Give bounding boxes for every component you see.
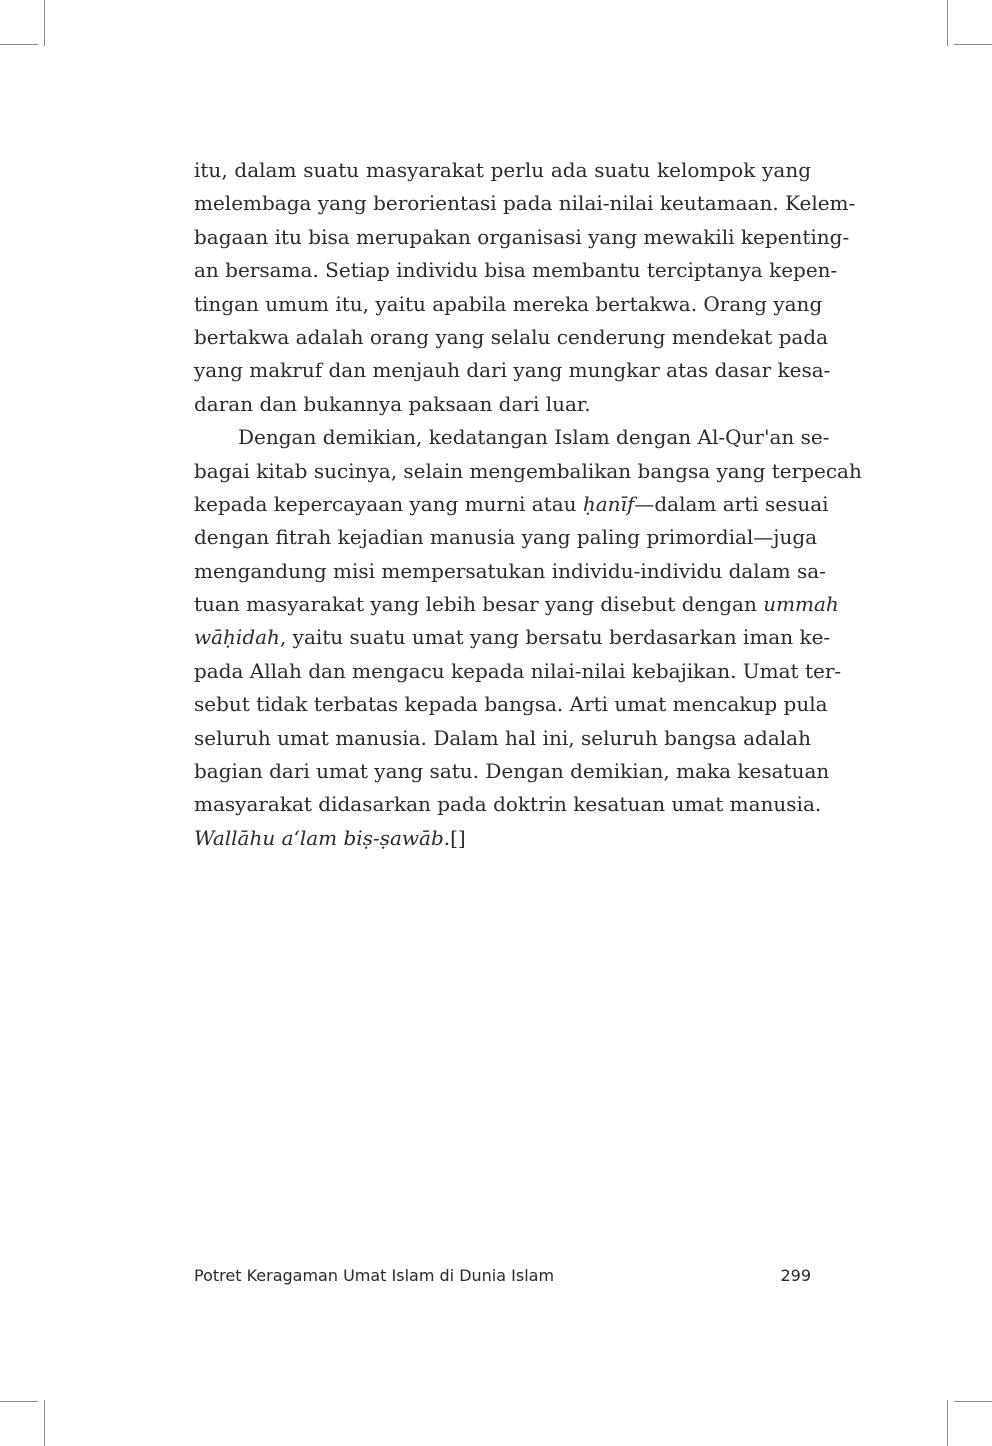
- text-line: [194, 621, 831, 654]
- text-line: sebut tidak terbatas kepada bangsa. Arti umat mencakup pula: [194, 692, 828, 717]
- crop-mark-top-left-horizontal: [0, 44, 38, 45]
- text-line: tingan umum itu, yaitu apabila mereka bertakwa. Orang yang: [194, 291, 823, 316]
- paragraph-1: [194, 154, 856, 421]
- paragraph-2: [194, 421, 862, 855]
- text-line: seluruh umat manusia. Dalam hal ini, seluruh bangsa adalah: [194, 725, 811, 750]
- crop-mark-top-right-horizontal: [954, 44, 992, 45]
- text-line: bagian dari umat yang satu. Dengan demikian, maka kesatuan: [194, 759, 830, 784]
- running-footer-title: Potret Keragaman Umat Islam di Dunia Islam: [194, 1266, 555, 1285]
- end-mark: []: [450, 825, 466, 850]
- crop-mark-bottom-left-vertical: [44, 1400, 45, 1446]
- page-footer: [194, 1266, 811, 1292]
- crop-mark-top-left-vertical: [44, 0, 45, 46]
- text-line: melembaga yang berorientasi pada nilai-nilai keutamaan. Kelem-: [194, 191, 856, 216]
- text-line: pada Allah dan mengacu kepada nilai-nilai kebajikan. Umat ter-: [194, 658, 842, 683]
- text-line: mengandung misi mempersatukan individu-individu dalam sa-: [194, 558, 826, 583]
- body-text: [194, 154, 862, 855]
- text-run: kepada kepercayaan yang murni atau: [194, 491, 583, 516]
- text-line: yang makruf dan menjauh dari yang mungkar atas dasar kesa-: [194, 358, 831, 383]
- italic-term-ummah: ummah: [763, 592, 839, 617]
- text-line: daran dan bukannya paksaan dari luar.: [194, 391, 591, 416]
- text-line: dengan fitrah kejadian manusia yang paling primordial—juga: [194, 525, 818, 550]
- page-number: 299: [780, 1266, 811, 1285]
- crop-mark-bottom-right-vertical: [947, 1400, 948, 1446]
- text-line: [194, 588, 839, 621]
- text-line: Dengan demikian, kedatangan Islam dengan Al-Qur'an se-: [238, 425, 830, 450]
- italic-closing-phrase: Wallāhu a‘lam biṣ-ṣawāb.: [194, 825, 451, 850]
- italic-term-wahidah: wāḥidah: [194, 625, 280, 650]
- text-run: —dalam arti sesuai: [634, 491, 829, 516]
- crop-mark-bottom-left-horizontal: [0, 1401, 38, 1402]
- crop-mark-top-right-vertical: [947, 0, 948, 46]
- crop-mark-bottom-right-horizontal: [954, 1401, 992, 1402]
- text-line: an bersama. Setiap individu bisa membantu terciptanya kepen-: [194, 258, 838, 283]
- text-line: bertakwa adalah orang yang selalu cenderung mendekat pada: [194, 324, 829, 349]
- text-line: bagai kitab sucinya, selain mengembalikan bangsa yang terpecah: [194, 458, 862, 483]
- text-line: [194, 488, 829, 521]
- text-run: tuan masyarakat yang lebih besar yang disebut dengan: [194, 592, 764, 617]
- text-line: bagaan itu bisa merupakan organisasi yang mewakili kepenting-: [194, 224, 850, 249]
- italic-term-hanif: ḥanīf: [582, 491, 635, 516]
- text-run: , yaitu suatu umat yang bersatu berdasarkan iman ke-: [279, 625, 831, 650]
- text-line: [194, 822, 811, 855]
- text-line: itu, dalam suatu masyarakat perlu ada suatu kelompok yang: [194, 158, 811, 182]
- text-line: masyarakat didasarkan pada doktrin kesatuan umat manusia.: [194, 792, 822, 817]
